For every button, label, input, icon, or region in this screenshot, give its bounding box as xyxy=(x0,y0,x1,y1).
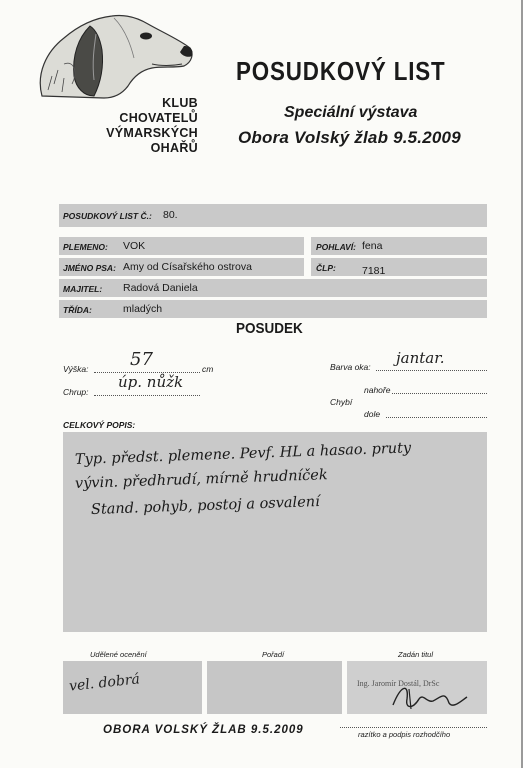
dog-head-logo xyxy=(34,4,196,100)
dole-label: dole xyxy=(364,409,381,419)
stamp-signature-label: razítko a podpis rozhodčího xyxy=(358,730,451,739)
club-line-2: CHOVATELŮ xyxy=(119,111,198,125)
dole-line xyxy=(386,417,487,418)
event-place-date: Obora Volský žlab 9.5.2009 xyxy=(238,128,461,147)
footer-place-date: OBORA VOLSKÝ ŽLAB 9.5.2009 xyxy=(103,724,304,736)
barva-line xyxy=(376,370,487,371)
poradi-cell xyxy=(207,661,342,714)
club-line-1: KLUB xyxy=(162,96,198,110)
description-line-2: vývin. předhrudí, mírně hrudníček xyxy=(74,467,328,492)
club-line-4: OHAŘŮ xyxy=(150,141,198,155)
titul-cell xyxy=(347,661,487,714)
list-no-label: POSUDKOVÝ LIST Č.: xyxy=(63,211,152,221)
majitel-label: MAJITEL: xyxy=(63,284,103,294)
jmeno-value: Amy od Císařského ostrova xyxy=(123,261,252,273)
judge-signature xyxy=(387,681,477,713)
poradi-label: Pořadí xyxy=(262,650,285,659)
vyska-label: Výška: xyxy=(63,364,89,374)
trida-label: TŘÍDA: xyxy=(63,305,92,315)
majitel-value: Radová Daniela xyxy=(123,282,198,294)
event-subtitle: Speciální výstava xyxy=(284,104,418,121)
pohlavi-label: POHLAVÍ: xyxy=(316,242,356,252)
description-line-3: Stand. pohyb, postoj a osvalení xyxy=(90,494,320,518)
cm-label: cm xyxy=(202,364,214,374)
oceneni-value: vel. dobrá xyxy=(68,671,141,695)
jmeno-label: JMÉNO PSA: xyxy=(63,263,116,273)
titul-label: Zadán titul xyxy=(398,650,434,659)
document-title: POSUDKOVÝ LIST xyxy=(236,56,446,86)
club-name xyxy=(106,96,198,156)
trida-value: mladých xyxy=(123,303,163,315)
chrup-value: úp. nůžk xyxy=(118,373,184,391)
vyska-value: 57 xyxy=(130,349,153,370)
chybi-label: Chybí xyxy=(330,397,353,407)
plemeno-label: PLEMENO: xyxy=(63,242,108,252)
list-no-value: 80. xyxy=(163,209,178,221)
clp-label: ČLP: xyxy=(316,263,336,273)
chrup-line xyxy=(94,395,200,396)
nahore-label: nahoře xyxy=(364,385,391,395)
posudek-heading: POSUDEK xyxy=(236,320,303,337)
club-line-3: VÝMARSKÝCH xyxy=(106,126,198,140)
pohlavi-value: fena xyxy=(362,240,383,252)
clp-value: 7181 xyxy=(362,265,386,277)
clp-band xyxy=(311,258,487,276)
judge-stamp-text: Ing. Jaromír Dostál, DrSc xyxy=(357,679,440,688)
description-line-1: Typ. předst. plemene. Pevf. HL a hasao. pruty xyxy=(74,440,412,468)
popis-label: CELKOVÝ POPIS: xyxy=(63,420,136,430)
oceneni-cell xyxy=(63,661,202,714)
nahore-line xyxy=(392,393,487,394)
plemeno-value: VOK xyxy=(123,240,146,252)
barva-value: jantar. xyxy=(396,349,445,367)
description-box xyxy=(63,432,487,632)
barva-label: Barva oka: xyxy=(330,362,371,372)
chrup-label: Chrup: xyxy=(63,387,89,397)
oceneni-label: Udělené ocenění xyxy=(90,650,147,659)
signature-line xyxy=(340,727,487,728)
